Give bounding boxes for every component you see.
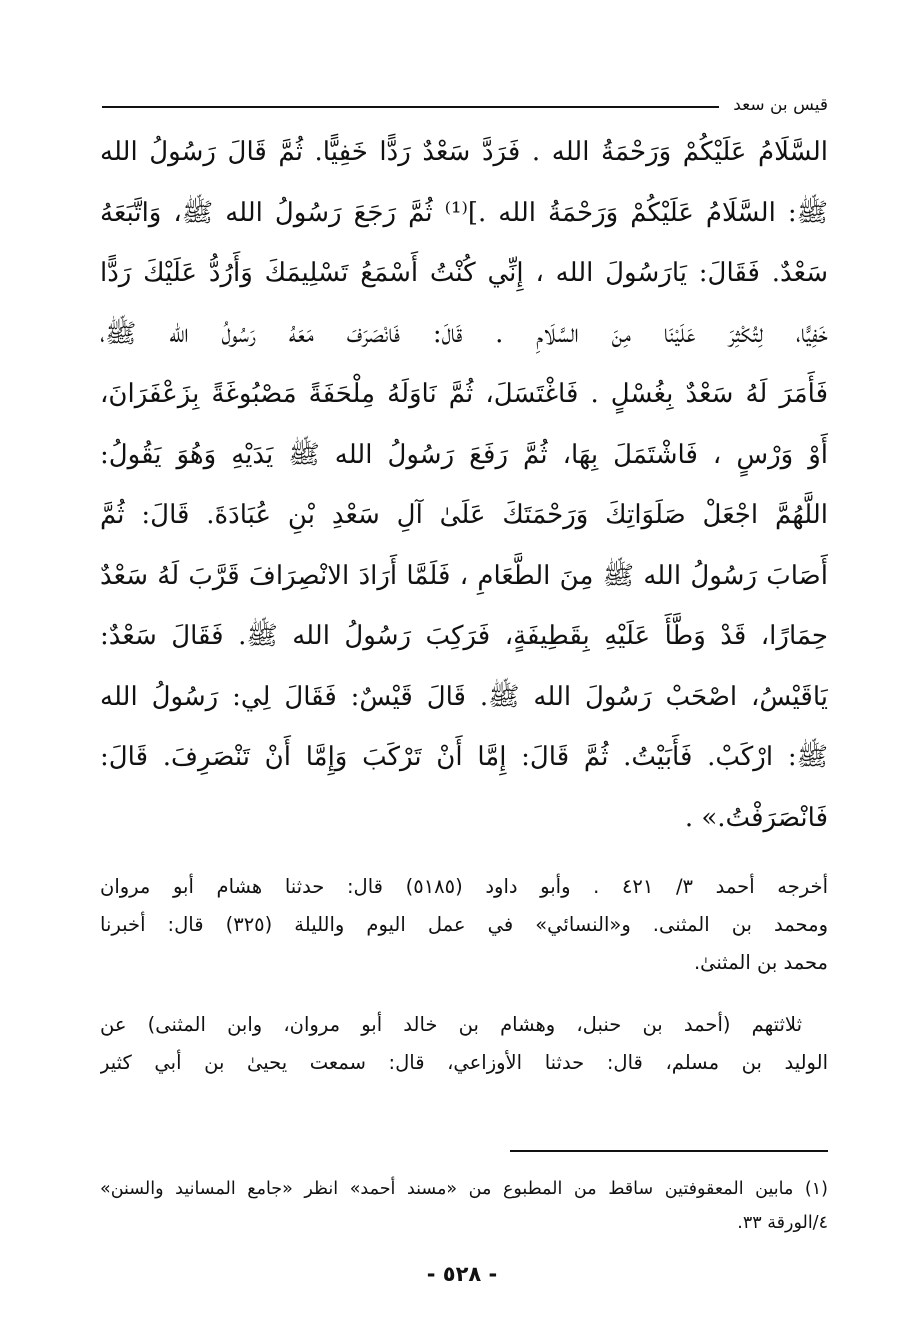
takhrij-line: محمد بن المثنىٰ. — [693, 951, 828, 974]
main-text-line: اللَّهُمَّ اجْعَلْ صَلَوَاتِكَ وَرَحْمَتَكَ عَلَىٰ آلِ سَعْدِ بْنِ عُبَادَةَ. قَالَ: ثُمَّ — [100, 500, 828, 530]
takhrij-line: ومحمد بن المثنى. و«النسائي» في عمل اليوم والليلة (٣٢٥) قال: أخبرنا — [100, 913, 828, 936]
footnote-rule — [510, 1150, 828, 1152]
footnote-line: (١) مابين المعقوفتين ساقط من المطبوع من «مسند أحمد» انظر «جامع المسانيد والسنن» — [100, 1179, 828, 1199]
running-title: قيس بن سعد — [733, 95, 828, 115]
takhrij-line: أخرجه أحمد ٣/ ٤٢١ . وأبو داود (٥١٨٥) قال: حدثنا هشام أبو مروان — [100, 875, 828, 898]
takhrij-paragraph-2 — [100, 1006, 828, 1082]
main-text-line: أَصَابَ رَسُولُ الله ﷺ مِنَ الطَّعَامِ ، فَلَمَّا أَرَادَ الانْصِرَافَ قَرَّبَ لَهُ سَعْدٌ — [100, 560, 828, 591]
takhrij-line: ثلاثتهم (أحمد بن حنبل، وهشام بن خالد أبو مروان، وابن المثنى) عن — [100, 1013, 802, 1036]
header-rule — [102, 106, 719, 108]
takhrij-paragraph-1 — [100, 868, 828, 982]
main-text-line: ﷺ: السَّلَامُ عَلَيْكُمْ وَرَحْمَةُ الله .]⁽¹⁾ ثُمَّ رَجَعَ رَسُولُ الله ﷺ، وَاتَّبَعَهُ — [100, 197, 828, 228]
takhrij-line: الوليد بن مسلم، قال: حدثنا الأوزاعي، قال: سمعت يحيىٰ بن أبي كثير — [100, 1051, 828, 1074]
footnote-line: ٤/الورقة ٣٣. — [737, 1213, 828, 1233]
main-text-line: فَأَمَرَ لَهُ سَعْدٌ بِغُسْلٍ . فَاغْتَسَلَ، ثُمَّ نَاوَلَهُ مِلْحَفَةً مَصْبُوغَةً بِزَعْفَرَانَ، — [100, 379, 828, 409]
main-text-line: أَوْ وَرْسٍ ، فَاشْتَمَلَ بِهَا، ثُمَّ رَفَعَ رَسُولُ الله ﷺ يَدَيْهِ وَهُوَ يَقُولُ: — [100, 439, 828, 470]
main-text — [100, 122, 828, 848]
main-text-line: فَانْصَرَفْتُ.» . — [684, 802, 828, 833]
running-head — [102, 90, 828, 120]
main-text-line: سَعْدٌ. فَقَالَ: يَارَسُولَ الله ، إِنِّي كُنْتُ أَسْمَعُ تَسْلِيمَكَ وَأَرُدُّ عَلَيْكَ رَدًّا — [100, 258, 828, 288]
main-text-line: السَّلَامُ عَلَيْكُمْ وَرَحْمَةُ الله . فَرَدَّ سَعْدٌ رَدًّا خَفِيًّا. ثُمَّ قَالَ رَسُولُ الله — [100, 137, 828, 167]
main-text-line: يَاقَيْسُ، اصْحَبْ رَسُولَ الله ﷺ. قَالَ قَيْسٌ: فَقَالَ لِي: رَسُولُ الله — [100, 681, 828, 712]
footnote — [100, 1172, 828, 1240]
main-text-line: خَفِيًّا، لِتُكْثِرَ عَلَيْنَا مِنَ السَّلَامِ . قَالَ: فَانْصَرَفَ مَعَهُ رَسُولُ الله ﷺ، — [100, 318, 828, 349]
main-text-line: ﷺ: ارْكَبْ. فَأَبَيْتُ. ثُمَّ قَالَ: إِمَّا أَنْ تَرْكَبَ وَإِمَّا أَنْ تَنْصَرِفَ. قَالَ: — [100, 742, 828, 772]
main-text-line: حِمَارًا، قَدْ وَطَّأَ عَلَيْهِ بِقَطِيفَةٍ، فَرَكِبَ رَسُولُ الله ﷺ. فَقَالَ سَعْدٌ: — [100, 621, 828, 651]
page-number: - ٥٢٨ - — [426, 1262, 498, 1286]
